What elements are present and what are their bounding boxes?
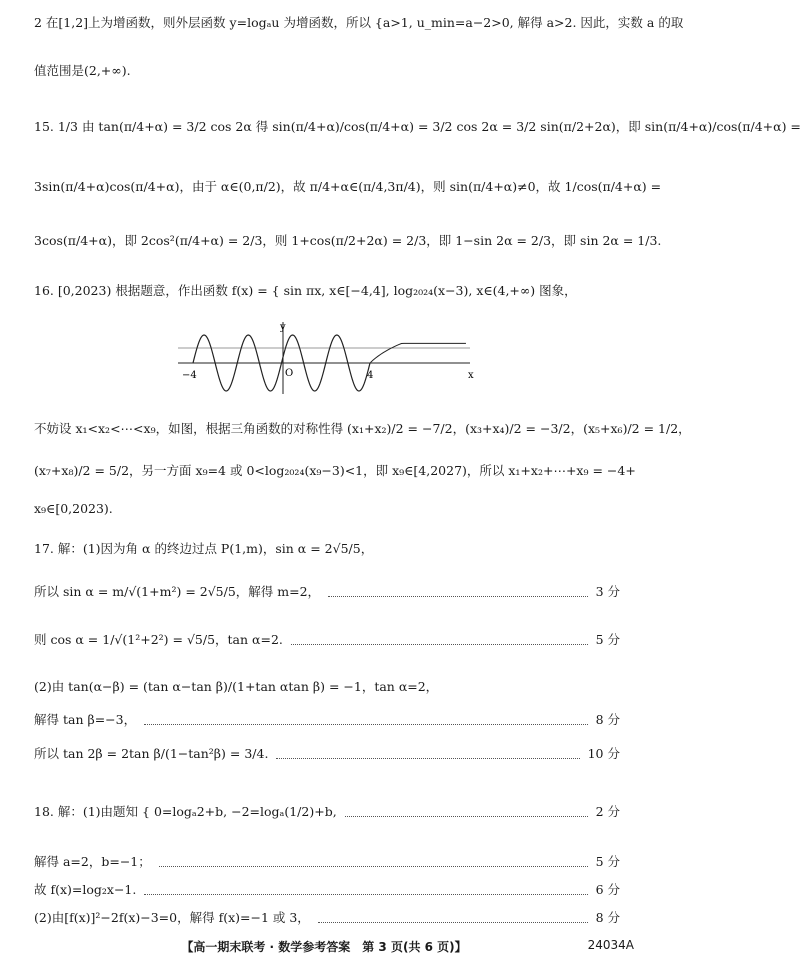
dot-leader [291, 634, 588, 645]
dot-leader [144, 714, 587, 725]
score-text: 所以 sin α = m/√(1+m²) = 2√5/5，解得 m=2， [34, 584, 321, 599]
score-points: 3 分 [595, 584, 620, 599]
q18-score-line-3 [34, 880, 620, 898]
q16-line-4: x₉∈[0,2023). [34, 501, 113, 516]
score-points: 5 分 [595, 632, 620, 647]
q17-score-line-3 [34, 710, 620, 728]
dot-leader [328, 586, 588, 597]
q16-line-1: 16. [0,2023) 根据题意，作出函数 f(x) = { sin πx, x∈[−4,4], log₂₀₂₄(x−3), x∈(4,+∞) 图象， [34, 283, 577, 298]
score-points: 6 分 [595, 882, 620, 897]
q16-line-3: (x₇+x₈)/2 = 5/2，另一方面 x₉=4 或 0<log₂₀₂₄(x₉−3)<1，即 x₉∈[4,2027)，所以 x₁+x₂+⋯+x₉ = −4+ [34, 463, 636, 478]
footer-code: 24034A [587, 938, 634, 952]
page-footer [0, 938, 648, 956]
q18-score-line-1 [34, 802, 620, 820]
q17-line-1: 17. 解：(1)因为角 α 的终边过点 P(1,m)，sin α = 2√5/5， [34, 541, 374, 556]
q15-line-1: 15. 1/3 由 tan(π/4+α) = 3/2 cos 2α 得 sin(π/4+α)/cos(π/4+α) = 3/2 cos 2α = 3/2 sin(π/2+2α)，即 sin(π/4+α)/cos(π/4+α) = [34, 119, 801, 134]
score-text: 所以 tan 2β = 2tan β/(1−tan²β) = 3/4. [34, 746, 269, 761]
score-text: 18. 解：(1)由题知 { 0=logₐ2+b, −2=logₐ(1/2)+b, [34, 804, 337, 819]
text-line-1: 2 在[1,2]上为增函数，则外层函数 y=logₐu 为增函数，所以 {a>1, u_min=a−2>0, 解得 a>2. 因此，实数 a 的取 [34, 15, 684, 30]
score-points: 8 分 [595, 910, 620, 925]
score-text: 解得 tan β=−3， [34, 712, 137, 727]
q15-line-2: 3sin(π/4+α)cos(π/4+α)，由于 α∈(0,π/2)，故 π/4+α∈(π/4,3π/4)，则 sin(π/4+α)≠0，故 1/cos(π/4+α) = [34, 179, 662, 194]
text-line-2: 值范围是(2,+∞). [34, 63, 131, 78]
dot-leader [159, 856, 588, 867]
x-axis-label: x [468, 370, 474, 381]
dot-leader [345, 806, 588, 817]
q17-line-part2: (2)由 tan(α−β) = (tan α−tan β)/(1+tan αtan β) = −1，tan α=2， [34, 679, 439, 694]
q15-line-3: 3cos(π/4+α)，即 2cos²(π/4+α) = 2/3，则 1+cos(π/2+2α) = 2/3，即 1−sin 2α = 2/3，即 sin 2α = 1/3. [34, 233, 662, 248]
q16-line-2: 不妨设 x₁<x₂<⋯<x₉，如图，根据三角函数的对称性得 (x₁+x₂)/2 = −7/2，(x₃+x₄)/2 = −3/2，(x₅+x₆)/2 = 1/2， [34, 421, 691, 436]
score-points: 10 分 [587, 746, 620, 761]
origin-label: O [285, 368, 294, 379]
q18-score-line-4 [34, 908, 620, 926]
left-tick-label: −4 [182, 370, 197, 381]
right-tick-label: 4 [367, 370, 374, 381]
sine-log-graph [170, 318, 480, 396]
q17-score-line-2 [34, 630, 620, 648]
score-points: 5 分 [595, 854, 620, 869]
score-points: 8 分 [595, 712, 620, 727]
footer-title: 【高一期末联考 · 数学参考答案 第 3 页(共 6 页)】 [181, 940, 467, 954]
q18-score-line-2 [34, 852, 620, 870]
score-points: 2 分 [595, 804, 620, 819]
y-axis-label: y [280, 322, 286, 333]
dot-leader [318, 912, 588, 923]
dot-leader [144, 884, 587, 895]
score-text: 解得 a=2，b=−1； [34, 854, 151, 869]
score-text: (2)由[f(x)]²−2f(x)−3=0，解得 f(x)=−1 或 3， [34, 910, 310, 925]
q17-score-line-1 [34, 582, 620, 600]
score-text: 故 f(x)=log₂x−1. [34, 882, 137, 897]
log-curve [370, 343, 466, 362]
dot-leader [276, 748, 579, 759]
q17-score-line-4 [34, 744, 620, 762]
score-text: 则 cos α = 1/√(1²+2²) = √5/5，tan α=2. [34, 632, 283, 647]
